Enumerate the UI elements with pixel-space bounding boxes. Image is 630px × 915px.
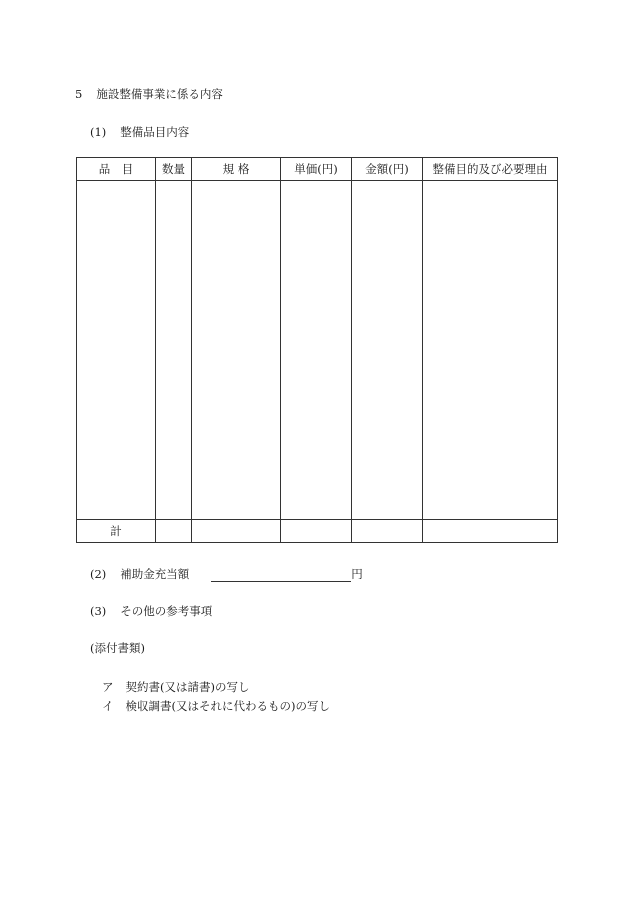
header-unit-price: 単価(円): [281, 158, 352, 181]
subsection-1-heading: [90, 124, 189, 140]
subsection-1-title: 整備品目内容: [120, 125, 190, 139]
subsidy-amount-unit: 円: [351, 567, 363, 581]
header-item: 品 目: [77, 158, 156, 181]
cell-spec[interactable]: [192, 181, 281, 520]
subsidy-amount-field[interactable]: [211, 568, 351, 582]
attachment-text: 契約書(又は請書)の写し: [125, 680, 250, 694]
table-row: [77, 181, 558, 520]
subsection-1-number: (1): [90, 125, 107, 139]
subsection-2-number: (2): [90, 567, 107, 581]
attachment-marker: ア: [102, 680, 114, 694]
items-table: [76, 157, 558, 543]
cell-amount[interactable]: [352, 181, 423, 520]
section-title: 施設整備事業に係る内容: [96, 87, 223, 101]
total-label: 計: [77, 520, 156, 543]
attachment-text: 検収調書(又はそれに代わるもの)の写し: [125, 699, 330, 713]
subsection-2-title: 補助金充当額: [120, 567, 190, 581]
header-amount: 金額(円): [352, 158, 423, 181]
cell-unit-price[interactable]: [281, 181, 352, 520]
cell-quantity[interactable]: [156, 181, 192, 520]
total-quantity[interactable]: [156, 520, 192, 543]
section-number: 5: [75, 87, 83, 101]
section-heading: [75, 86, 223, 102]
attachment-item: [102, 698, 330, 714]
total-amount[interactable]: [352, 520, 423, 543]
total-purpose[interactable]: [423, 520, 558, 543]
table-header-row: [77, 158, 558, 181]
subsection-3-title: その他の参考事項: [120, 604, 213, 618]
attachments-heading: (添付書類): [90, 641, 145, 655]
table-total-row: [77, 520, 558, 543]
total-unit-price[interactable]: [281, 520, 352, 543]
header-quantity: 数量: [156, 158, 192, 181]
total-spec[interactable]: [192, 520, 281, 543]
subsection-3-heading: [90, 603, 212, 619]
subsection-3-number: (3): [90, 604, 107, 618]
attachment-marker: イ: [102, 699, 114, 713]
attachment-item: [102, 679, 249, 695]
header-purpose: 整備目的及び必要理由: [423, 158, 558, 181]
subsection-2-heading: [90, 566, 363, 582]
cell-item[interactable]: [77, 181, 156, 520]
header-spec: 規 格: [192, 158, 281, 181]
cell-purpose[interactable]: [423, 181, 558, 520]
